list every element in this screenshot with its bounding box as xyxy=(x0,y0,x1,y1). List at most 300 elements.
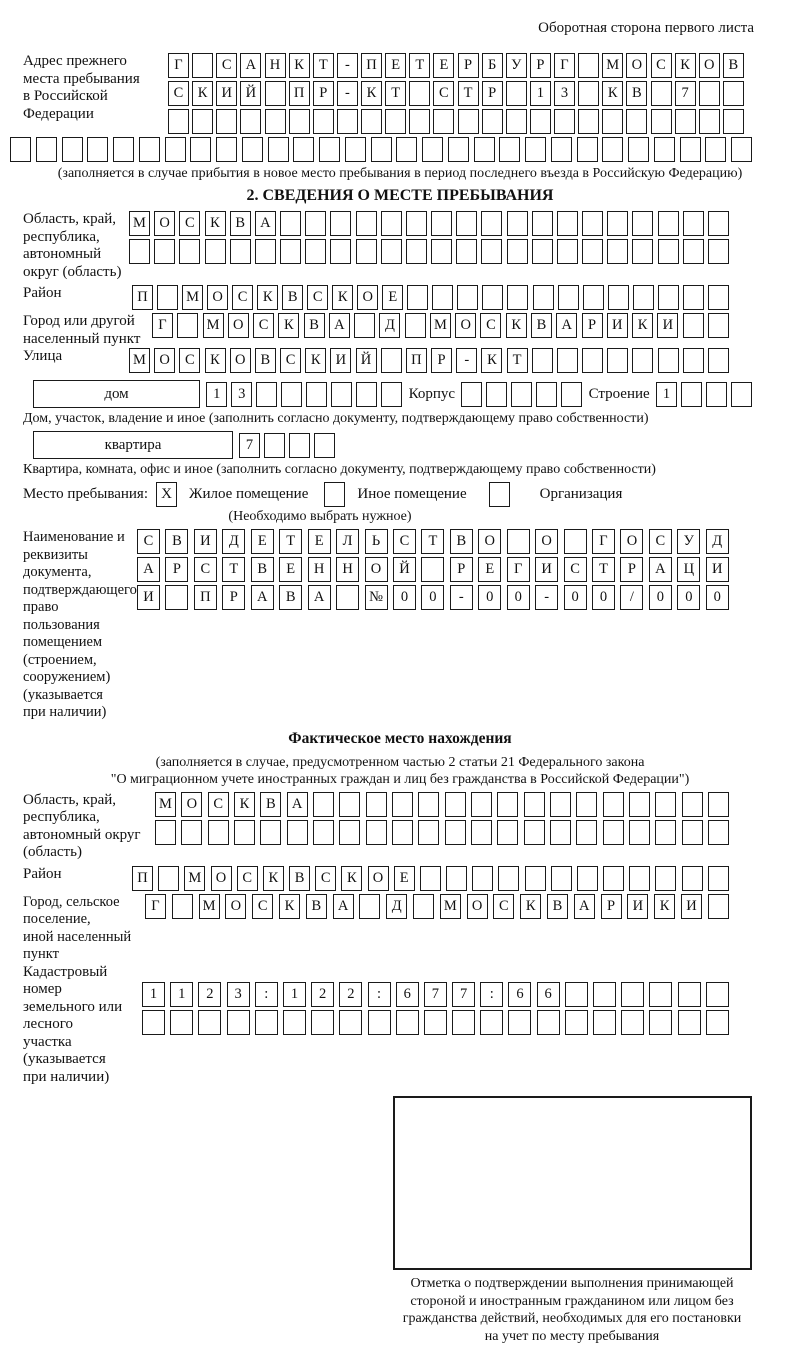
char-cell[interactable] xyxy=(649,982,672,1007)
char-cell[interactable] xyxy=(682,792,703,817)
char-cell[interactable]: 7 xyxy=(675,81,696,106)
char-cell[interactable] xyxy=(550,792,571,817)
char-cell[interactable] xyxy=(179,239,200,264)
char-cell[interactable]: В xyxy=(626,81,647,106)
char-cell[interactable] xyxy=(582,348,603,373)
char-cell[interactable]: С xyxy=(179,348,200,373)
char-cell[interactable] xyxy=(582,211,603,236)
char-cell[interactable]: С xyxy=(168,81,189,106)
char-cell[interactable]: М xyxy=(182,285,203,310)
char-cell[interactable] xyxy=(532,211,553,236)
char-cell[interactable] xyxy=(313,820,334,845)
char-cell[interactable] xyxy=(621,1010,644,1035)
char-cell[interactable]: Р xyxy=(582,313,603,338)
char-cell[interactable] xyxy=(381,382,402,407)
char-cell[interactable] xyxy=(524,792,545,817)
char-cell[interactable] xyxy=(385,109,406,134)
char-cell[interactable] xyxy=(129,239,150,264)
char-cell[interactable]: И xyxy=(627,894,648,919)
char-cell[interactable] xyxy=(445,792,466,817)
char-cell[interactable]: О xyxy=(211,866,232,891)
char-cell[interactable] xyxy=(230,239,251,264)
char-cell[interactable]: Т xyxy=(409,53,430,78)
char-cell[interactable]: В xyxy=(306,894,327,919)
char-cell[interactable] xyxy=(260,820,281,845)
char-cell[interactable]: П xyxy=(406,348,427,373)
char-cell[interactable] xyxy=(532,239,553,264)
char-cell[interactable] xyxy=(139,137,160,162)
char-cell[interactable] xyxy=(305,239,326,264)
char-cell[interactable]: У xyxy=(677,529,700,554)
char-cell[interactable]: В xyxy=(547,894,568,919)
char-cell[interactable]: / xyxy=(620,585,643,610)
char-cell[interactable] xyxy=(168,109,189,134)
char-cell[interactable]: И xyxy=(194,529,217,554)
char-cell[interactable] xyxy=(208,820,229,845)
char-cell[interactable]: 1 xyxy=(530,81,551,106)
char-cell[interactable]: Й xyxy=(356,348,377,373)
char-cell[interactable]: П xyxy=(289,81,310,106)
char-cell[interactable] xyxy=(205,239,226,264)
char-cell[interactable]: 2 xyxy=(311,982,334,1007)
char-cell[interactable] xyxy=(281,382,302,407)
char-cell[interactable]: Р xyxy=(313,81,334,106)
char-cell[interactable] xyxy=(507,211,528,236)
char-cell[interactable] xyxy=(158,866,179,891)
char-cell[interactable]: - xyxy=(450,585,473,610)
char-cell[interactable] xyxy=(289,433,310,458)
char-cell[interactable] xyxy=(651,109,672,134)
char-cell[interactable] xyxy=(62,137,83,162)
char-cell[interactable] xyxy=(311,1010,334,1035)
char-cell[interactable] xyxy=(172,894,193,919)
char-cell[interactable] xyxy=(155,820,176,845)
char-cell[interactable] xyxy=(481,239,502,264)
char-cell[interactable]: В xyxy=(282,285,303,310)
char-cell[interactable] xyxy=(381,348,402,373)
char-cell[interactable]: А xyxy=(329,313,350,338)
char-cell[interactable] xyxy=(683,211,704,236)
char-cell[interactable] xyxy=(550,820,571,845)
char-cell[interactable]: С xyxy=(433,81,454,106)
char-cell[interactable] xyxy=(392,820,413,845)
char-cell[interactable]: Д xyxy=(222,529,245,554)
char-cell[interactable]: В xyxy=(279,585,302,610)
char-cell[interactable] xyxy=(525,866,546,891)
char-cell[interactable] xyxy=(265,81,286,106)
char-cell[interactable]: В xyxy=(165,529,188,554)
char-cell[interactable] xyxy=(339,792,360,817)
char-cell[interactable] xyxy=(424,1010,447,1035)
char-cell[interactable] xyxy=(681,382,702,407)
char-cell[interactable] xyxy=(330,211,351,236)
char-cell[interactable] xyxy=(456,211,477,236)
char-cell[interactable] xyxy=(481,211,502,236)
char-cell[interactable]: К xyxy=(602,81,623,106)
char-cell[interactable]: С xyxy=(252,894,273,919)
char-cell[interactable] xyxy=(314,433,335,458)
char-cell[interactable] xyxy=(708,348,729,373)
char-cell[interactable]: К xyxy=(279,894,300,919)
char-cell[interactable]: М xyxy=(199,894,220,919)
char-cell[interactable]: 3 xyxy=(227,982,250,1007)
char-cell[interactable]: К xyxy=(205,211,226,236)
char-cell[interactable]: Д xyxy=(379,313,400,338)
char-cell[interactable] xyxy=(432,285,453,310)
char-cell[interactable] xyxy=(658,285,679,310)
char-cell[interactable]: 2 xyxy=(339,982,362,1007)
char-cell[interactable] xyxy=(524,820,545,845)
char-cell[interactable]: С xyxy=(137,529,160,554)
char-cell[interactable] xyxy=(565,1010,588,1035)
char-cell[interactable] xyxy=(603,792,624,817)
char-cell[interactable]: С xyxy=(280,348,301,373)
char-cell[interactable] xyxy=(234,820,255,845)
char-cell[interactable]: А xyxy=(649,557,672,582)
char-cell[interactable]: К xyxy=(632,313,653,338)
char-cell[interactable]: О xyxy=(230,348,251,373)
char-cell[interactable] xyxy=(565,982,588,1007)
char-cell[interactable]: С xyxy=(194,557,217,582)
char-cell[interactable]: 0 xyxy=(592,585,615,610)
char-cell[interactable]: Г xyxy=(554,53,575,78)
char-cell[interactable] xyxy=(457,285,478,310)
char-cell[interactable] xyxy=(396,137,417,162)
char-cell[interactable]: В xyxy=(304,313,325,338)
char-cell[interactable]: 0 xyxy=(393,585,416,610)
char-cell[interactable] xyxy=(658,211,679,236)
char-cell[interactable]: 3 xyxy=(554,81,575,106)
char-cell[interactable]: О xyxy=(478,529,501,554)
char-cell[interactable] xyxy=(366,792,387,817)
char-cell[interactable]: О xyxy=(181,792,202,817)
char-cell[interactable]: С xyxy=(315,866,336,891)
char-cell[interactable] xyxy=(289,109,310,134)
char-cell[interactable]: О xyxy=(207,285,228,310)
char-cell[interactable] xyxy=(113,137,134,162)
char-cell[interactable]: В xyxy=(450,529,473,554)
char-cell[interactable] xyxy=(683,285,704,310)
char-cell[interactable] xyxy=(651,81,672,106)
char-cell[interactable] xyxy=(608,285,629,310)
char-cell[interactable]: Д xyxy=(706,529,729,554)
char-cell[interactable] xyxy=(36,137,57,162)
char-cell[interactable]: С xyxy=(237,866,258,891)
char-cell[interactable] xyxy=(431,211,452,236)
char-cell[interactable] xyxy=(192,53,213,78)
char-cell[interactable]: О xyxy=(154,211,175,236)
char-cell[interactable]: П xyxy=(361,53,382,78)
char-cell[interactable] xyxy=(157,285,178,310)
char-cell[interactable] xyxy=(678,982,701,1007)
char-cell[interactable]: С xyxy=(649,529,672,554)
char-cell[interactable] xyxy=(361,109,382,134)
char-cell[interactable]: Р xyxy=(601,894,622,919)
char-cell[interactable]: К xyxy=(192,81,213,106)
char-cell[interactable] xyxy=(177,313,198,338)
char-cell[interactable] xyxy=(708,239,729,264)
char-cell[interactable] xyxy=(445,820,466,845)
char-cell[interactable] xyxy=(406,239,427,264)
char-cell[interactable] xyxy=(421,557,444,582)
char-cell[interactable] xyxy=(255,239,276,264)
char-cell[interactable] xyxy=(607,211,628,236)
char-cell[interactable]: 0 xyxy=(677,585,700,610)
char-cell[interactable]: 3 xyxy=(231,382,252,407)
char-cell[interactable] xyxy=(381,239,402,264)
char-cell[interactable]: Е xyxy=(478,557,501,582)
char-cell[interactable] xyxy=(461,382,482,407)
char-cell[interactable] xyxy=(306,382,327,407)
char-cell[interactable] xyxy=(472,866,493,891)
char-cell[interactable]: 7 xyxy=(239,433,260,458)
char-cell[interactable] xyxy=(480,1010,503,1035)
char-cell[interactable]: О xyxy=(535,529,558,554)
char-cell[interactable]: 0 xyxy=(507,585,530,610)
char-cell[interactable]: М xyxy=(129,348,150,373)
char-cell[interactable] xyxy=(607,239,628,264)
char-cell[interactable]: М xyxy=(440,894,461,919)
char-cell[interactable] xyxy=(418,792,439,817)
char-cell[interactable]: Т xyxy=(313,53,334,78)
char-cell[interactable] xyxy=(264,433,285,458)
char-cell[interactable] xyxy=(406,211,427,236)
char-cell[interactable]: А xyxy=(574,894,595,919)
char-cell[interactable]: Н xyxy=(265,53,286,78)
char-cell[interactable] xyxy=(557,239,578,264)
char-cell[interactable] xyxy=(731,382,752,407)
char-cell[interactable] xyxy=(655,792,676,817)
char-cell[interactable] xyxy=(576,792,597,817)
char-cell[interactable] xyxy=(413,894,434,919)
char-cell[interactable] xyxy=(458,109,479,134)
char-cell[interactable]: А xyxy=(308,585,331,610)
char-cell[interactable] xyxy=(578,81,599,106)
char-cell[interactable]: В xyxy=(289,866,310,891)
char-cell[interactable]: Г xyxy=(152,313,173,338)
char-cell[interactable] xyxy=(683,348,704,373)
char-cell[interactable]: О xyxy=(626,53,647,78)
char-cell[interactable]: И xyxy=(216,81,237,106)
char-cell[interactable]: П xyxy=(132,285,153,310)
char-cell[interactable] xyxy=(577,866,598,891)
char-cell[interactable] xyxy=(632,211,653,236)
char-cell[interactable] xyxy=(165,585,188,610)
char-cell[interactable] xyxy=(418,820,439,845)
char-cell[interactable] xyxy=(499,137,520,162)
stay-type-checkbox-organization[interactable] xyxy=(489,482,510,507)
char-cell[interactable]: № xyxy=(365,585,388,610)
char-cell[interactable]: Й xyxy=(393,557,416,582)
char-cell[interactable] xyxy=(654,137,675,162)
char-cell[interactable] xyxy=(392,792,413,817)
char-cell[interactable] xyxy=(558,285,579,310)
char-cell[interactable] xyxy=(409,109,430,134)
char-cell[interactable]: К xyxy=(332,285,353,310)
char-cell[interactable]: О xyxy=(620,529,643,554)
char-cell[interactable] xyxy=(682,820,703,845)
char-cell[interactable] xyxy=(532,348,553,373)
char-cell[interactable]: К xyxy=(341,866,362,891)
char-cell[interactable] xyxy=(283,1010,306,1035)
char-cell[interactable]: В xyxy=(251,557,274,582)
char-cell[interactable]: К xyxy=(520,894,541,919)
char-cell[interactable] xyxy=(593,982,616,1007)
char-cell[interactable] xyxy=(474,137,495,162)
char-cell[interactable]: Т xyxy=(279,529,302,554)
char-cell[interactable]: Т xyxy=(222,557,245,582)
char-cell[interactable]: - xyxy=(456,348,477,373)
char-cell[interactable] xyxy=(339,1010,362,1035)
char-cell[interactable] xyxy=(192,109,213,134)
char-cell[interactable]: Н xyxy=(308,557,331,582)
char-cell[interactable]: 0 xyxy=(564,585,587,610)
char-cell[interactable]: А xyxy=(251,585,274,610)
apartment-box[interactable]: квартира xyxy=(33,431,233,459)
char-cell[interactable] xyxy=(629,866,650,891)
char-cell[interactable] xyxy=(708,313,729,338)
char-cell[interactable]: К xyxy=(257,285,278,310)
char-cell[interactable]: Т xyxy=(421,529,444,554)
char-cell[interactable] xyxy=(658,348,679,373)
char-cell[interactable] xyxy=(551,866,572,891)
char-cell[interactable]: Р xyxy=(450,557,473,582)
char-cell[interactable]: А xyxy=(556,313,577,338)
char-cell[interactable] xyxy=(142,1010,165,1035)
char-cell[interactable] xyxy=(507,529,530,554)
char-cell[interactable] xyxy=(706,982,729,1007)
char-cell[interactable] xyxy=(181,820,202,845)
char-cell[interactable] xyxy=(471,820,492,845)
char-cell[interactable] xyxy=(632,239,653,264)
char-cell[interactable] xyxy=(497,792,518,817)
char-cell[interactable]: И xyxy=(681,894,702,919)
char-cell[interactable] xyxy=(471,792,492,817)
char-cell[interactable]: Т xyxy=(385,81,406,106)
char-cell[interactable]: С xyxy=(307,285,328,310)
char-cell[interactable] xyxy=(682,866,703,891)
char-cell[interactable]: 0 xyxy=(421,585,444,610)
char-cell[interactable] xyxy=(678,1010,701,1035)
char-cell[interactable]: 1 xyxy=(170,982,193,1007)
char-cell[interactable] xyxy=(482,285,503,310)
char-cell[interactable] xyxy=(536,382,557,407)
char-cell[interactable]: Р xyxy=(222,585,245,610)
char-cell[interactable]: С xyxy=(232,285,253,310)
char-cell[interactable]: В xyxy=(230,211,251,236)
char-cell[interactable]: Г xyxy=(168,53,189,78)
char-cell[interactable]: Г xyxy=(145,894,166,919)
char-cell[interactable]: 7 xyxy=(452,982,475,1007)
char-cell[interactable]: С xyxy=(564,557,587,582)
char-cell[interactable] xyxy=(381,211,402,236)
char-cell[interactable] xyxy=(422,137,443,162)
char-cell[interactable]: Е xyxy=(385,53,406,78)
char-cell[interactable] xyxy=(629,792,650,817)
char-cell[interactable] xyxy=(396,1010,419,1035)
char-cell[interactable] xyxy=(683,239,704,264)
char-cell[interactable]: К xyxy=(305,348,326,373)
char-cell[interactable] xyxy=(165,137,186,162)
char-cell[interactable]: Ь xyxy=(365,529,388,554)
char-cell[interactable] xyxy=(482,109,503,134)
char-cell[interactable]: И xyxy=(706,557,729,582)
char-cell[interactable]: Д xyxy=(386,894,407,919)
char-cell[interactable] xyxy=(337,109,358,134)
char-cell[interactable]: Е xyxy=(308,529,331,554)
char-cell[interactable] xyxy=(486,382,507,407)
char-cell[interactable]: О xyxy=(225,894,246,919)
char-cell[interactable] xyxy=(409,81,430,106)
char-cell[interactable] xyxy=(356,239,377,264)
char-cell[interactable]: : xyxy=(480,982,503,1007)
char-cell[interactable] xyxy=(705,137,726,162)
char-cell[interactable] xyxy=(366,820,387,845)
char-cell[interactable] xyxy=(216,137,237,162)
char-cell[interactable] xyxy=(533,285,554,310)
char-cell[interactable] xyxy=(448,137,469,162)
char-cell[interactable]: Н xyxy=(336,557,359,582)
char-cell[interactable]: 6 xyxy=(508,982,531,1007)
char-cell[interactable] xyxy=(582,239,603,264)
char-cell[interactable]: 6 xyxy=(537,982,560,1007)
char-cell[interactable] xyxy=(632,348,653,373)
char-cell[interactable]: К xyxy=(654,894,675,919)
char-cell[interactable] xyxy=(293,137,314,162)
char-cell[interactable]: К xyxy=(481,348,502,373)
char-cell[interactable]: Л xyxy=(336,529,359,554)
char-cell[interactable]: 6 xyxy=(396,982,419,1007)
char-cell[interactable] xyxy=(256,382,277,407)
char-cell[interactable]: 1 xyxy=(656,382,677,407)
char-cell[interactable] xyxy=(602,137,623,162)
char-cell[interactable] xyxy=(506,109,527,134)
char-cell[interactable] xyxy=(10,137,31,162)
char-cell[interactable]: С xyxy=(393,529,416,554)
char-cell[interactable]: - xyxy=(337,81,358,106)
char-cell[interactable] xyxy=(655,866,676,891)
char-cell[interactable]: В xyxy=(723,53,744,78)
char-cell[interactable]: У xyxy=(506,53,527,78)
char-cell[interactable] xyxy=(578,53,599,78)
char-cell[interactable]: А xyxy=(255,211,276,236)
char-cell[interactable]: Ц xyxy=(677,557,700,582)
char-cell[interactable]: Г xyxy=(592,529,615,554)
char-cell[interactable]: С xyxy=(216,53,237,78)
char-cell[interactable] xyxy=(706,382,727,407)
char-cell[interactable]: И xyxy=(535,557,558,582)
char-cell[interactable] xyxy=(680,137,701,162)
char-cell[interactable] xyxy=(658,239,679,264)
char-cell[interactable]: М xyxy=(184,866,205,891)
char-cell[interactable]: Т xyxy=(507,348,528,373)
char-cell[interactable] xyxy=(331,382,352,407)
char-cell[interactable]: О xyxy=(154,348,175,373)
char-cell[interactable] xyxy=(655,820,676,845)
char-cell[interactable]: Р xyxy=(165,557,188,582)
char-cell[interactable]: И xyxy=(330,348,351,373)
char-cell[interactable] xyxy=(583,285,604,310)
char-cell[interactable]: 0 xyxy=(478,585,501,610)
char-cell[interactable]: И xyxy=(657,313,678,338)
char-cell[interactable]: Р xyxy=(458,53,479,78)
char-cell[interactable] xyxy=(511,382,532,407)
char-cell[interactable]: 1 xyxy=(206,382,227,407)
char-cell[interactable] xyxy=(577,137,598,162)
char-cell[interactable]: И xyxy=(137,585,160,610)
char-cell[interactable]: С xyxy=(253,313,274,338)
char-cell[interactable]: С xyxy=(651,53,672,78)
